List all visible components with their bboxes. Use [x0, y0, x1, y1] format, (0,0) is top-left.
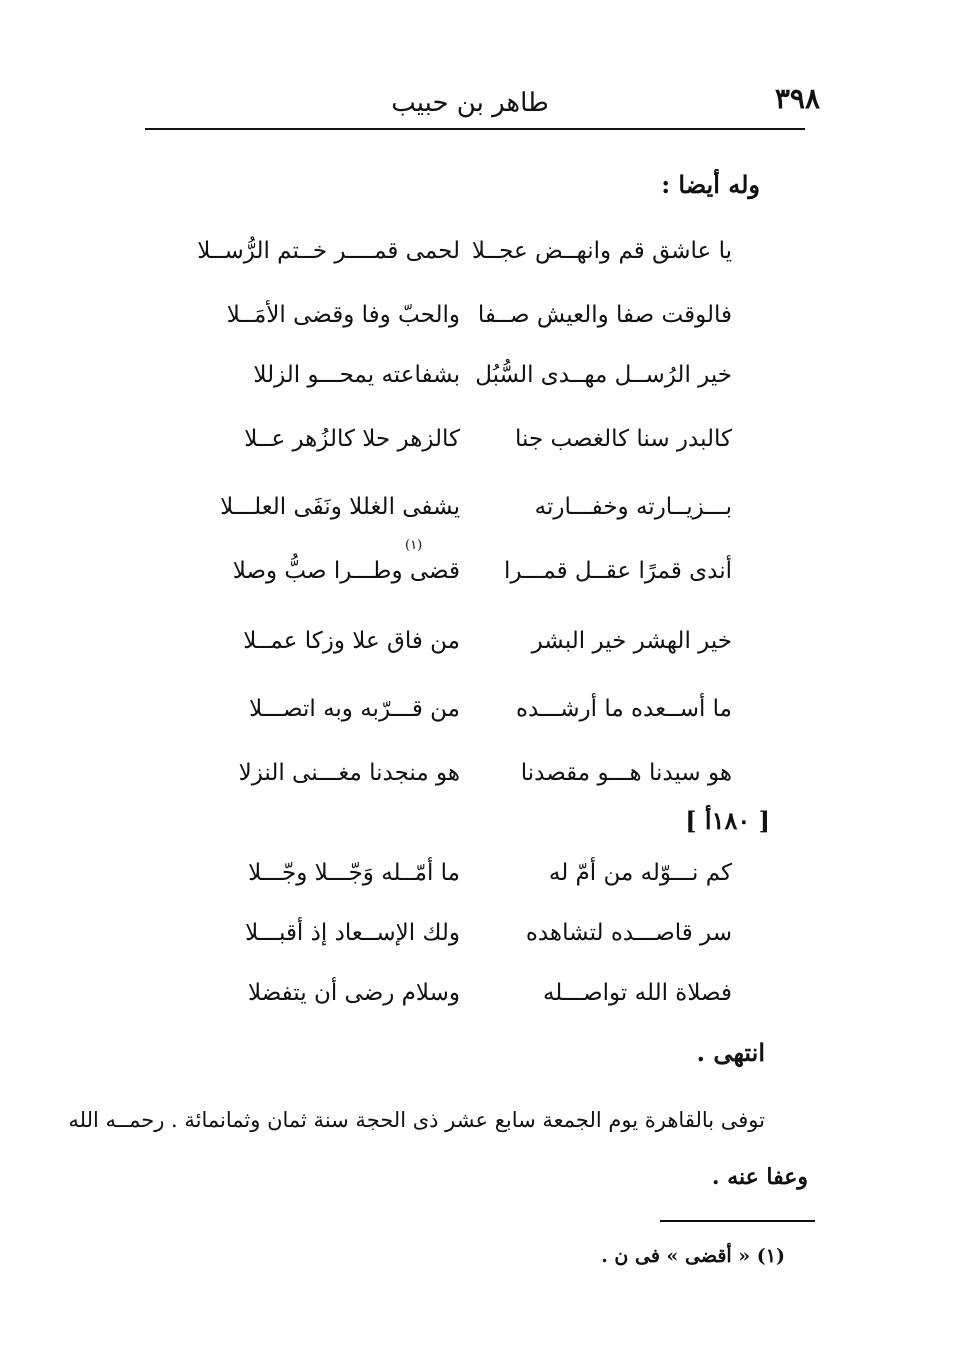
verse-first-hemistich: خير الهشر خير البشر	[531, 628, 732, 654]
verse-line	[200, 696, 750, 736]
verse-first-hemistich: كم نـــوّله من أمّ له	[548, 860, 732, 886]
death-notice-line: وعفا عنه .	[711, 1164, 808, 1190]
verse-second-hemistich: من فاق علا وزكا عمــلا	[243, 628, 460, 654]
verse-first-hemistich: ما أســعده ما أرشـــده	[515, 696, 732, 722]
verse-first-hemistich: أندى قمرًا عقــل قمـــرا	[503, 558, 732, 584]
verse-second-hemistich: كالزهر حلا كالزُهر عــلا	[244, 426, 460, 452]
verse-second-hemistich: بشفاعته يمحـــو الزللا	[253, 362, 460, 388]
verse-second-hemistich: ولك الإســعاد إذ أقبـــلا	[245, 920, 460, 946]
verse-second-hemistich: وسلام رضى أن يتفضلا	[247, 980, 460, 1006]
verse-first-hemistich: بـــزيــارته وخفـــارته	[534, 494, 732, 520]
header-rule	[145, 128, 805, 130]
verse-line	[200, 302, 750, 342]
folio-marker: [ ١٨٠أ ]	[685, 806, 770, 835]
verse-line	[200, 860, 750, 900]
footnote-marker: (١)	[405, 538, 423, 553]
verse-first-hemistich: كالبدر سنا كالغصب جنا	[515, 426, 732, 452]
verse-line	[200, 920, 750, 960]
running-title: طاهر بن حبيب	[391, 88, 549, 118]
closing-text: انتهى .	[696, 1038, 765, 1067]
verse-second-hemistich: من قـــرّبه وبه اتصـــلا	[249, 696, 460, 722]
verse-line	[200, 980, 750, 1020]
verse-second-hemistich: يشفى الغللا ونَفَى العلـــلا	[220, 494, 460, 520]
verse-line	[200, 494, 750, 534]
verse-first-hemistich: فصلاة الله تواصـــله	[542, 980, 732, 1006]
verse-line	[200, 558, 750, 598]
verse-first-hemistich: خير الرُســل مهــدى السُّبُل	[475, 362, 732, 388]
verse-first-hemistich: فالوقت صفا والعيش صــفا	[477, 302, 732, 328]
death-notice-line: توفى بالقاهرة يوم الجمعة سابع عشر ذى الحجة سنة ثمان وثمانمائة . رحمــه الله	[68, 1108, 765, 1132]
verse-line	[200, 362, 750, 402]
verse-line	[197, 238, 750, 278]
verse-second-hemistich: قضى وطـــرا صبُّ وصلا	[232, 558, 460, 584]
poem-intro: وله أيضا :	[661, 170, 760, 199]
verse-first-hemistich: هو سيدنا هـــو مقصدنا	[520, 760, 732, 786]
verse-first-hemistich: يا عاشق قم وانهــض عجــلا	[471, 238, 732, 264]
verse-second-hemistich: هو منجدنا مغـــنى النزلا	[238, 760, 460, 786]
footnote: (١) « أقضى » فى ن .	[601, 1245, 785, 1267]
footnote-rule	[660, 1220, 815, 1222]
verse-first-hemistich: سر قاصـــده لتشاهده	[525, 920, 732, 946]
verse-second-hemistich: والحبّ وفا وقضى الأمَــلا	[226, 302, 460, 328]
verse-line	[200, 426, 750, 466]
verse-second-hemistich: لحمى قمــــر خــتم الرُّســلا	[197, 238, 460, 264]
verse-line	[200, 760, 750, 800]
verse-line	[200, 628, 750, 668]
page-number: ٣٩٨	[774, 82, 820, 115]
verse-second-hemistich: ما أمّــله وَجّـــلا وجّـــلا	[248, 860, 460, 886]
